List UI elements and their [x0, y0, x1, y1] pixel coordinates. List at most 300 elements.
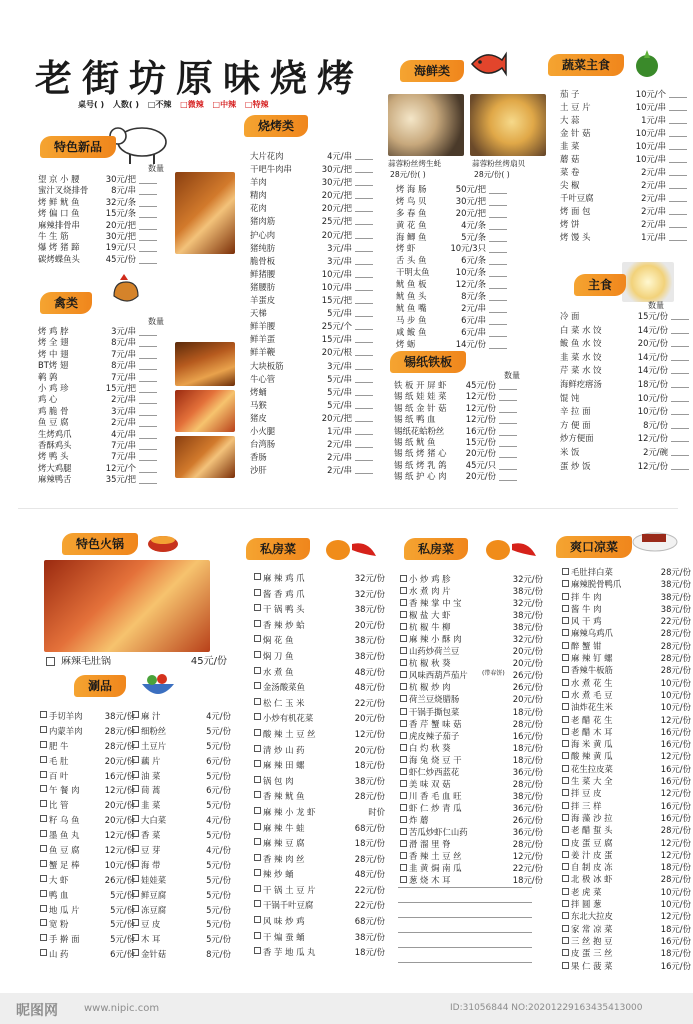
- menu-item[interactable]: [394, 391, 517, 402]
- checkbox[interactable]: [562, 789, 569, 796]
- menu-item[interactable]: [560, 324, 689, 338]
- menu-item[interactable]: [560, 763, 691, 775]
- checkbox[interactable]: [400, 635, 407, 642]
- menu-item[interactable]: [560, 446, 689, 460]
- checkbox[interactable]: [562, 826, 569, 833]
- menu-item[interactable]: [560, 947, 691, 959]
- checkbox[interactable]: [562, 888, 569, 895]
- menu-item[interactable]: [250, 215, 373, 228]
- menu-item[interactable]: [130, 828, 231, 843]
- menu-item[interactable]: [560, 910, 691, 922]
- spice-none-checkbox[interactable]: □不辣: [147, 100, 172, 109]
- menu-item[interactable]: [130, 739, 231, 754]
- checkbox[interactable]: [562, 802, 569, 809]
- menu-item[interactable]: [252, 914, 385, 930]
- checkbox[interactable]: [254, 932, 261, 939]
- checkbox[interactable]: [132, 756, 139, 763]
- qty-line[interactable]: [139, 369, 157, 370]
- checkbox[interactable]: [254, 651, 261, 658]
- menu-item[interactable]: [250, 346, 373, 359]
- spice-hot-checkbox[interactable]: □特辣: [244, 100, 269, 109]
- checkbox[interactable]: [562, 666, 569, 673]
- menu-item[interactable]: [398, 597, 543, 609]
- checkbox[interactable]: [40, 711, 47, 718]
- huoguo-row[interactable]: [44, 656, 227, 668]
- checkbox[interactable]: [132, 890, 139, 897]
- qty-line[interactable]: [669, 227, 687, 228]
- qty-line[interactable]: [671, 333, 689, 334]
- qty-line[interactable]: [355, 185, 373, 186]
- qty-line[interactable]: [489, 288, 507, 289]
- menu-item[interactable]: [38, 709, 135, 724]
- menu-item[interactable]: [250, 438, 373, 451]
- menu-item[interactable]: [38, 858, 135, 873]
- menu-item[interactable]: [250, 464, 373, 477]
- qty-line[interactable]: [355, 473, 373, 474]
- menu-item[interactable]: [398, 693, 543, 705]
- qty-line[interactable]: [355, 251, 373, 252]
- checkbox[interactable]: [400, 828, 407, 835]
- menu-item[interactable]: [252, 821, 385, 837]
- checkbox[interactable]: [254, 682, 261, 689]
- menu-item[interactable]: [38, 813, 135, 828]
- menu-item[interactable]: [398, 633, 543, 645]
- qty-line[interactable]: [671, 360, 689, 361]
- qty-line[interactable]: [355, 290, 373, 291]
- checkbox[interactable]: [40, 741, 47, 748]
- qty-line[interactable]: [139, 251, 157, 252]
- checkbox[interactable]: [562, 752, 569, 759]
- qty-line[interactable]: [499, 480, 517, 481]
- checkbox[interactable]: [400, 671, 407, 678]
- people-count-field[interactable]: 人数( ): [112, 100, 140, 109]
- menu-item[interactable]: [38, 231, 157, 242]
- menu-item[interactable]: [38, 451, 157, 462]
- qty-line[interactable]: [355, 172, 373, 173]
- checkbox[interactable]: [40, 860, 47, 867]
- menu-item[interactable]: [130, 917, 231, 932]
- menu-item[interactable]: [560, 432, 689, 446]
- qty-line[interactable]: [355, 355, 373, 356]
- menu-item[interactable]: [398, 874, 543, 886]
- menu-item[interactable]: [250, 320, 373, 333]
- qty-line[interactable]: [669, 201, 687, 202]
- qty-line[interactable]: [139, 206, 157, 207]
- menu-item[interactable]: [250, 176, 373, 189]
- menu-item[interactable]: [560, 101, 687, 114]
- checkbox[interactable]: [40, 875, 47, 882]
- menu-item[interactable]: [394, 437, 517, 448]
- checkbox[interactable]: [400, 587, 407, 594]
- qty-line[interactable]: [499, 400, 517, 401]
- qty-line[interactable]: [355, 382, 373, 383]
- menu-item[interactable]: [38, 440, 157, 451]
- qty-line[interactable]: [671, 414, 689, 415]
- menu-item[interactable]: [38, 254, 157, 265]
- menu-item[interactable]: [38, 197, 157, 208]
- menu-item[interactable]: [130, 903, 231, 918]
- menu-item[interactable]: [250, 360, 373, 373]
- menu-item[interactable]: [398, 669, 543, 681]
- checkbox[interactable]: [562, 937, 569, 944]
- menu-item[interactable]: [398, 621, 543, 633]
- menu-item[interactable]: [398, 790, 543, 802]
- qty-line[interactable]: [669, 214, 687, 215]
- menu-item[interactable]: [560, 775, 691, 787]
- menu-item[interactable]: [560, 615, 691, 627]
- checkbox[interactable]: [400, 780, 407, 787]
- menu-item[interactable]: [130, 798, 231, 813]
- menu-item[interactable]: [252, 743, 385, 759]
- checkbox[interactable]: [254, 869, 261, 876]
- qty-line[interactable]: [355, 198, 373, 199]
- menu-item[interactable]: [394, 380, 517, 391]
- menu-item[interactable]: [398, 657, 543, 669]
- checkbox[interactable]: [132, 934, 139, 941]
- menu-item[interactable]: [560, 460, 689, 474]
- checkbox[interactable]: [132, 919, 139, 926]
- checkbox[interactable]: [254, 916, 261, 923]
- menu-item[interactable]: [560, 218, 687, 231]
- checkbox[interactable]: [254, 947, 261, 954]
- checkbox[interactable]: [254, 791, 261, 798]
- checkbox[interactable]: [132, 800, 139, 807]
- menu-item[interactable]: [250, 307, 373, 320]
- menu-item[interactable]: [398, 609, 543, 621]
- qty-line[interactable]: [355, 342, 373, 343]
- menu-item[interactable]: [398, 778, 543, 790]
- menu-item[interactable]: [560, 886, 691, 898]
- menu-item[interactable]: [38, 463, 157, 474]
- checkbox[interactable]: [400, 816, 407, 823]
- checkbox[interactable]: [40, 726, 47, 733]
- menu-item[interactable]: [560, 166, 687, 179]
- checkbox[interactable]: [254, 573, 261, 580]
- spice-medium-checkbox[interactable]: □中辣: [212, 100, 237, 109]
- menu-item[interactable]: [560, 378, 689, 392]
- qty-line[interactable]: [139, 194, 157, 195]
- menu-item[interactable]: [560, 310, 689, 324]
- qty-line[interactable]: [139, 217, 157, 218]
- menu-item[interactable]: [396, 196, 507, 208]
- menu-item[interactable]: [38, 337, 157, 348]
- checkbox[interactable]: [562, 962, 569, 969]
- menu-item[interactable]: [38, 474, 157, 485]
- checkbox[interactable]: [132, 845, 139, 852]
- menu-item[interactable]: [560, 88, 687, 101]
- menu-item[interactable]: [560, 652, 691, 664]
- checkbox[interactable]: [562, 679, 569, 686]
- qty-line[interactable]: [669, 149, 687, 150]
- menu-item[interactable]: [398, 850, 543, 862]
- checkbox[interactable]: [562, 863, 569, 870]
- qty-line[interactable]: [139, 358, 157, 359]
- checkbox[interactable]: [40, 785, 47, 792]
- checkbox[interactable]: [40, 830, 47, 837]
- menu-item[interactable]: [560, 800, 691, 812]
- checkbox[interactable]: [46, 657, 55, 666]
- menu-item[interactable]: [38, 754, 135, 769]
- checkbox[interactable]: [400, 623, 407, 630]
- qty-line[interactable]: [139, 449, 157, 450]
- qty-line[interactable]: [499, 435, 517, 436]
- menu-item[interactable]: [560, 205, 687, 218]
- menu-item[interactable]: [398, 814, 543, 826]
- qty-line[interactable]: [355, 316, 373, 317]
- menu-item[interactable]: [130, 888, 231, 903]
- menu-item[interactable]: [38, 798, 135, 813]
- menu-item[interactable]: [130, 709, 231, 724]
- qty-line[interactable]: [669, 188, 687, 189]
- checkbox[interactable]: [562, 875, 569, 882]
- menu-item[interactable]: [560, 701, 691, 713]
- menu-item[interactable]: [560, 591, 691, 603]
- menu-item[interactable]: [252, 930, 385, 946]
- menu-item[interactable]: [252, 852, 385, 868]
- qty-line[interactable]: [669, 136, 687, 137]
- qty-line[interactable]: [499, 412, 517, 413]
- qty-line[interactable]: [671, 373, 689, 374]
- qty-line[interactable]: [489, 229, 507, 230]
- menu-item[interactable]: [398, 573, 543, 585]
- checkbox[interactable]: [254, 776, 261, 783]
- qty-line[interactable]: [671, 346, 689, 347]
- checkbox[interactable]: [562, 765, 569, 772]
- qty-line[interactable]: [139, 392, 157, 393]
- menu-item[interactable]: [560, 837, 691, 849]
- menu-item[interactable]: [394, 426, 517, 437]
- checkbox[interactable]: [562, 654, 569, 661]
- qty-line[interactable]: [355, 264, 373, 265]
- checkbox[interactable]: [254, 745, 261, 752]
- menu-item[interactable]: [38, 873, 135, 888]
- checkbox[interactable]: [562, 568, 569, 575]
- menu-item[interactable]: [560, 738, 691, 750]
- qty-line[interactable]: [671, 469, 689, 470]
- menu-item[interactable]: [250, 202, 373, 215]
- checkbox[interactable]: [400, 599, 407, 606]
- menu-item[interactable]: [560, 231, 687, 244]
- qty-line[interactable]: [671, 387, 689, 388]
- qty-line[interactable]: [669, 97, 687, 98]
- menu-item[interactable]: [560, 392, 689, 406]
- menu-item[interactable]: [396, 327, 507, 339]
- checkbox[interactable]: [562, 691, 569, 698]
- checkbox[interactable]: [40, 919, 47, 926]
- menu-item[interactable]: [130, 843, 231, 858]
- menu-item[interactable]: [250, 281, 373, 294]
- menu-item[interactable]: [252, 805, 385, 821]
- checkbox[interactable]: [254, 698, 261, 705]
- menu-item[interactable]: [252, 618, 385, 634]
- menu-item[interactable]: [560, 873, 691, 885]
- qty-line[interactable]: [499, 469, 517, 470]
- menu-item[interactable]: [250, 386, 373, 399]
- qty-line[interactable]: [489, 276, 507, 277]
- menu-item[interactable]: [396, 220, 507, 232]
- checkbox[interactable]: [40, 815, 47, 822]
- qty-line[interactable]: [489, 205, 507, 206]
- checkbox[interactable]: [254, 667, 261, 674]
- qty-line[interactable]: [669, 162, 687, 163]
- menu-item[interactable]: [396, 339, 507, 351]
- menu-item[interactable]: [130, 813, 231, 828]
- checkbox[interactable]: [562, 839, 569, 846]
- checkbox[interactable]: [254, 854, 261, 861]
- checkbox[interactable]: [562, 593, 569, 600]
- checkbox[interactable]: [400, 792, 407, 799]
- checkbox[interactable]: [400, 708, 407, 715]
- menu-item[interactable]: [130, 947, 231, 962]
- menu-item[interactable]: [38, 739, 135, 754]
- qty-line[interactable]: [139, 426, 157, 427]
- checkbox[interactable]: [132, 905, 139, 912]
- checkbox[interactable]: [562, 728, 569, 735]
- qty-line[interactable]: [671, 428, 689, 429]
- menu-item[interactable]: [250, 150, 373, 163]
- checkbox[interactable]: [132, 860, 139, 867]
- menu-item[interactable]: [130, 724, 231, 739]
- qty-line[interactable]: [139, 263, 157, 264]
- menu-item[interactable]: [38, 394, 157, 405]
- menu-item[interactable]: [396, 291, 507, 303]
- menu-item[interactable]: [130, 754, 231, 769]
- checkbox[interactable]: [132, 830, 139, 837]
- qty-line[interactable]: [489, 264, 507, 265]
- qty-line[interactable]: [139, 472, 157, 473]
- menu-item[interactable]: [250, 412, 373, 425]
- menu-item[interactable]: [560, 627, 691, 639]
- checkbox[interactable]: [400, 804, 407, 811]
- menu-item[interactable]: [38, 724, 135, 739]
- menu-item[interactable]: [560, 787, 691, 799]
- checkbox[interactable]: [254, 589, 261, 596]
- menu-item[interactable]: [560, 726, 691, 738]
- checkbox[interactable]: [400, 840, 407, 847]
- qty-line[interactable]: [355, 224, 373, 225]
- qty-line[interactable]: [671, 401, 689, 402]
- menu-item[interactable]: [250, 189, 373, 202]
- menu-item[interactable]: [394, 471, 517, 482]
- checkbox[interactable]: [254, 713, 261, 720]
- checkbox[interactable]: [400, 864, 407, 871]
- menu-item[interactable]: [38, 783, 135, 798]
- qty-line[interactable]: [139, 438, 157, 439]
- menu-item[interactable]: [252, 898, 385, 914]
- menu-item[interactable]: [38, 828, 135, 843]
- menu-item[interactable]: [252, 758, 385, 774]
- checkbox[interactable]: [254, 900, 261, 907]
- menu-item[interactable]: [38, 417, 157, 428]
- checkbox[interactable]: [254, 635, 261, 642]
- menu-item[interactable]: [250, 425, 373, 438]
- checkbox[interactable]: [132, 771, 139, 778]
- menu-item[interactable]: [560, 114, 687, 127]
- qty-line[interactable]: [355, 408, 373, 409]
- qty-line[interactable]: [355, 159, 373, 160]
- menu-item[interactable]: [252, 633, 385, 649]
- menu-item[interactable]: [38, 888, 135, 903]
- menu-item[interactable]: [396, 243, 507, 255]
- menu-item[interactable]: [130, 783, 231, 798]
- menu-item[interactable]: [252, 696, 385, 712]
- checkbox[interactable]: [400, 695, 407, 702]
- menu-item[interactable]: [560, 935, 691, 947]
- menu-item[interactable]: [396, 184, 507, 196]
- checkbox[interactable]: [40, 845, 47, 852]
- qty-line[interactable]: [355, 434, 373, 435]
- checkbox[interactable]: [562, 605, 569, 612]
- menu-item[interactable]: [560, 405, 689, 419]
- menu-item[interactable]: [560, 364, 689, 378]
- menu-item[interactable]: [38, 769, 135, 784]
- table-number-field[interactable]: 桌号( ): [78, 100, 105, 109]
- menu-item[interactable]: [38, 406, 157, 417]
- checkbox[interactable]: [132, 711, 139, 718]
- menu-item[interactable]: [38, 843, 135, 858]
- checkbox[interactable]: [40, 949, 47, 956]
- menu-item[interactable]: [398, 742, 543, 754]
- checkbox[interactable]: [254, 760, 261, 767]
- checkbox[interactable]: [400, 876, 407, 883]
- spice-mild-checkbox[interactable]: □微辣: [180, 100, 204, 109]
- menu-item[interactable]: [38, 372, 157, 383]
- menu-item[interactable]: [250, 399, 373, 412]
- menu-item[interactable]: [250, 373, 373, 386]
- menu-item[interactable]: [396, 279, 507, 291]
- menu-item[interactable]: [560, 861, 691, 873]
- checkbox[interactable]: [132, 726, 139, 733]
- menu-item[interactable]: [252, 727, 385, 743]
- menu-item[interactable]: [252, 680, 385, 696]
- menu-item[interactable]: [252, 789, 385, 805]
- checkbox[interactable]: [562, 777, 569, 784]
- menu-item[interactable]: [560, 824, 691, 836]
- menu-item[interactable]: [560, 337, 689, 351]
- checkbox[interactable]: [40, 905, 47, 912]
- menu-item[interactable]: [560, 140, 687, 153]
- menu-item[interactable]: [250, 242, 373, 255]
- qty-line[interactable]: [669, 175, 687, 176]
- qty-line[interactable]: [499, 446, 517, 447]
- menu-item[interactable]: [252, 649, 385, 665]
- checkbox[interactable]: [254, 604, 261, 611]
- menu-item[interactable]: [396, 208, 507, 220]
- qty-line[interactable]: [139, 183, 157, 184]
- menu-item[interactable]: [560, 566, 691, 578]
- menu-item[interactable]: [396, 232, 507, 244]
- qty-line[interactable]: [355, 421, 373, 422]
- menu-item[interactable]: [398, 681, 543, 693]
- checkbox[interactable]: [254, 838, 261, 845]
- qty-line[interactable]: [139, 229, 157, 230]
- menu-item[interactable]: [394, 414, 517, 425]
- menu-item[interactable]: [398, 802, 543, 814]
- checkbox[interactable]: [400, 611, 407, 618]
- checkbox[interactable]: [562, 629, 569, 636]
- checkbox[interactable]: [562, 617, 569, 624]
- checkbox[interactable]: [562, 925, 569, 932]
- menu-item[interactable]: [252, 945, 385, 961]
- menu-item[interactable]: [396, 315, 507, 327]
- menu-item[interactable]: [38, 947, 135, 962]
- qty-line[interactable]: [669, 123, 687, 124]
- menu-item[interactable]: [560, 714, 691, 726]
- checkbox[interactable]: [562, 851, 569, 858]
- menu-item[interactable]: [250, 451, 373, 464]
- qty-line[interactable]: [489, 312, 507, 313]
- checkbox[interactable]: [254, 885, 261, 892]
